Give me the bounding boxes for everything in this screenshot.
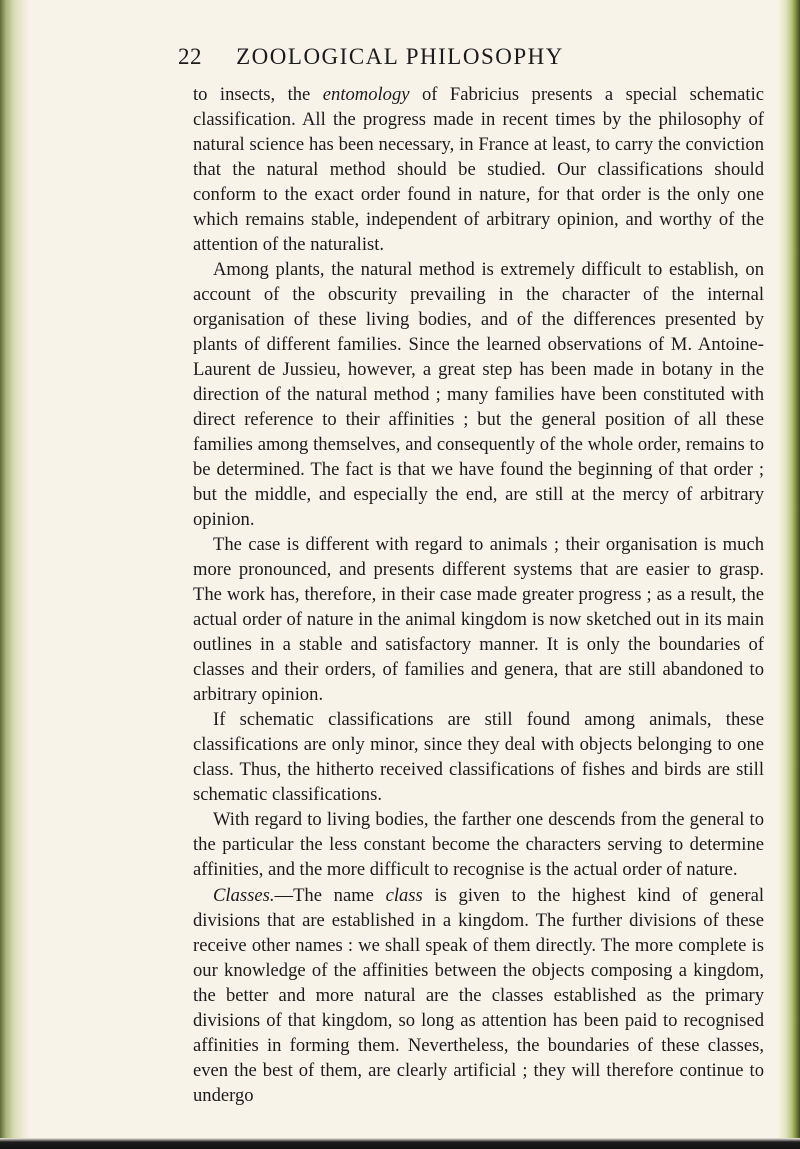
paragraph-1-start: to insects, the [193, 84, 323, 105]
paragraph-1-rest: of Fabricius presents a special schematic classification. All the progress made in recent times by the philosophy of natural science has been necessary, in France at least, to carry the conviction that the natural method should be studied. Our classifications should conform to the exact order found in nature, for that order is the only one which remains stable, independent of arbitrary opinion, and worthy of the attention of the naturalist. [193, 84, 764, 256]
paragraph-schematic: If schematic classifications are still found among animals, these classifications are only minor, since they deal with objects belonging to one class. Thus, the hitherto received classifications of fishes and birds are still schematic classifications. [193, 709, 764, 806]
paragraph-classes-rest: is given to the highest kind of general divisions that are established in a kingdom. The further divisions of these receive other names : we shall speak of them directly. The more complete is our knowledge of the affinities between the objects composing a kingdom, the better and more natural are the classes established as the primary divisions of that kingdom, so long as attention has been paid to recognised affinities in forming them. Nevertheless, the boundaries of these classes, even the best of them, are clearly artificial ; they will therefore continue to undergo [193, 884, 764, 1106]
paragraph-1 [193, 82, 764, 257]
running-head-title: ZOOLOGICAL PHILOSOPHY [236, 44, 564, 69]
paragraph-living-bodies: With regard to living bodies, the farther one descends from the general to the particular the less constant become the characters serving to determine affinities, and the more difficult to recognise is the actual order of nature. [193, 809, 764, 881]
paragraph-animals: The case is different with regard to animals ; their organisation is much more pronounced, and presents different systems that are easier to grasp. The work has, therefore, in their case made greater progress ; as a result, the actual order of nature in the animal kingdom is now sketched out in its main outlines in a stable and satisfactory manner. It is only the boundaries of classes and their orders, of families and genera, that are still abandoned to arbitrary opinion. [193, 534, 764, 706]
section-heading-classes: Classes. [213, 884, 275, 906]
term-class: class [385, 884, 423, 906]
page-number: 22 [178, 44, 202, 69]
paragraph-classes-dash: —The name [274, 884, 386, 906]
term-entomology: entomology [322, 84, 410, 105]
paragraph-classes [193, 883, 764, 1108]
paragraph-plants: Among plants, the natural method is extremely difficult to establish, on account of the obscurity prevailing in the character of the internal organisation of these living bodies, and of the differences presented by plants of different families. Since the learned observations of M. Antoine-Laurent de Jussieu, however, a great step has been made in botany in the direction of the natural method ; many families have been constituted with direct reference to their affinities ; but the general position of all these families among themselves, and consequently of the whole order, remains to be determined. The fact is that we have found the beginning of that order ; but the middle, and especially the end, are still at the mercy of arbitrary opinion. [193, 259, 764, 531]
body-text [193, 82, 764, 1108]
